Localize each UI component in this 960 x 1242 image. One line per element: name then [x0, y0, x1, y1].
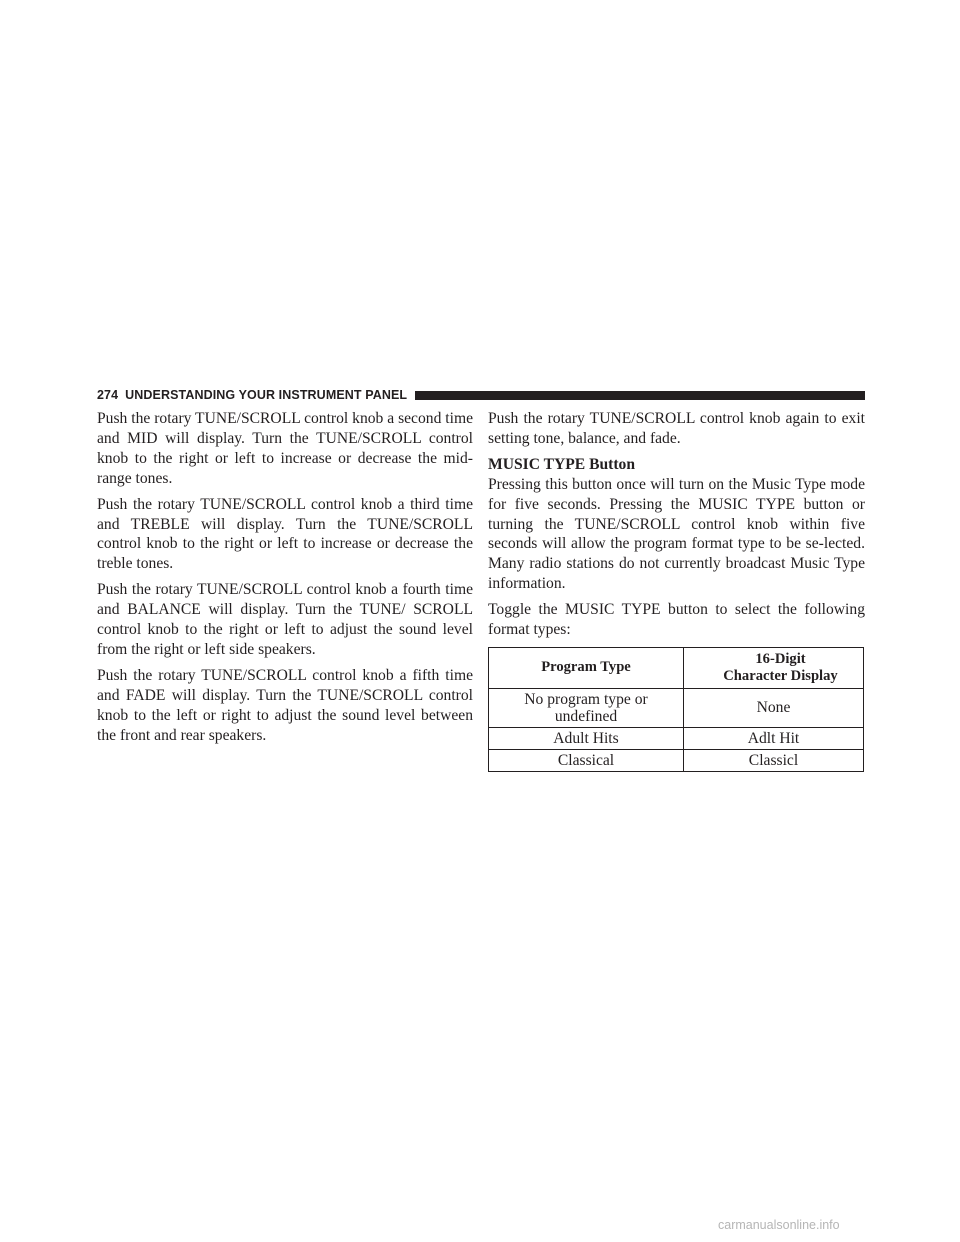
watermark: carmanualsonline.info — [718, 1218, 840, 1232]
table-row — [489, 727, 864, 749]
table-cell: Adult Hits — [489, 727, 684, 749]
table-row — [489, 688, 864, 727]
format-types-table — [488, 647, 864, 772]
paragraph-toggle: Toggle the MUSIC TYPE button to select the following format types: — [488, 601, 865, 639]
paragraph-balance: Push the rotary TUNE/SCROLL control knob a fourth time and BALANCE will display. Turn the TUNE/ SCROLL control knob to the right or left to adjust the sound level from the right or left side speakers. — [97, 581, 473, 658]
header-rule — [415, 391, 865, 400]
section-title: UNDERSTANDING YOUR INSTRUMENT PANEL — [125, 388, 408, 402]
table-row — [489, 749, 864, 771]
music-type-heading: MUSIC TYPE Button — [488, 455, 636, 473]
page-number: 274 — [97, 388, 119, 402]
table-header-row — [489, 647, 864, 688]
paragraph-fade: Push the rotary TUNE/SCROLL control knob a fifth time and FADE will display. Turn the TUNE/SCROLL control knob to the left or right to adjust the sound level between the front and rear speakers. — [97, 666, 473, 744]
table-cell: None — [684, 688, 864, 727]
table-cell: Adlt Hit — [684, 727, 864, 749]
paragraph-music-type: Pressing this button once will turn on the Music Type mode for five seconds. Pressing the MUSIC TYPE button or turning the TUNE/SCROLL control knob within five seconds will allow the program format type to be se-lected. Many radio stations do not currently broadcast Music Type information. — [488, 475, 865, 593]
table-header-character-display: 16-Digit Character Display — [684, 647, 864, 688]
table-cell: Classicl — [684, 749, 864, 771]
right-column — [488, 409, 865, 772]
page-header — [97, 387, 865, 403]
table-header-program-type: Program Type — [489, 647, 684, 688]
paragraph-treble: Push the rotary TUNE/SCROLL control knob a third time and TREBLE will display. Turn the TUNE/SCROLL control knob to the right or left to increase or decrease the treble tones. — [97, 495, 473, 573]
left-column — [97, 409, 473, 752]
table-cell: No program type or undefined — [489, 688, 684, 727]
paragraph-mid: Push the rotary TUNE/SCROLL control knob a second time and MID will display. Turn the TUNE/SCROLL control knob to the right or left to increase or decrease the mid-range tones. — [97, 410, 473, 487]
table-cell: Classical — [489, 749, 684, 771]
paragraph-exit-setting: Push the rotary TUNE/SCROLL control knob again to exit setting tone, balance, and fade. — [488, 410, 865, 447]
